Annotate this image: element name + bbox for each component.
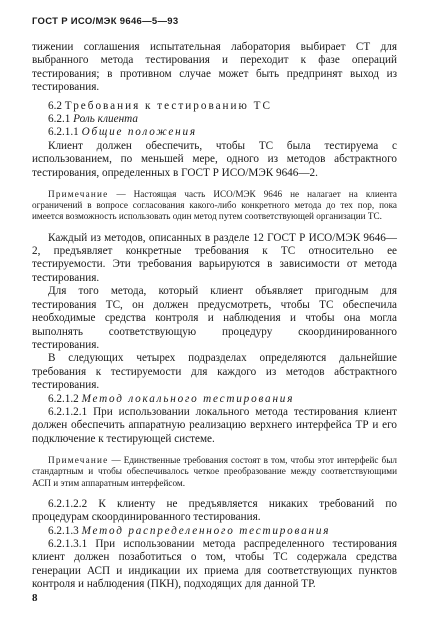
paragraph-6-2-1-2-1: 6.2.1.2.1 При использовании локального метода тестирования клиент должен обеспечить аппаратную реализацию верхнего интерфейса ТР и его подключение к тестирующей системе. [32, 405, 397, 445]
section-heading-6-2-1-2 [32, 393, 397, 406]
paragraph-6-2-1-3-1: 6.2.1.3.1 При использовании метода распределенного тестирования клиент должен позаботиться о том, чтобы ТС содержала средства генерации АСП и индикации их приема для соответствующих пунктов контроля и наблюдения (ПКН), подходящих для данной ТР. [32, 538, 397, 591]
section-heading-6-2 [32, 100, 397, 113]
paragraph-following-subsections: В следующих четырех подразделах определяются дальнейшие требования к тестируемости для каждого из методов абстрактного тестирования. [32, 352, 397, 392]
note-label: Примечание [48, 455, 109, 466]
note-1 [32, 189, 397, 223]
section-title: Метод распределенного тестирования [81, 524, 331, 537]
section-title: Метод локального тестирования [81, 392, 295, 405]
paragraph-method-suitable: Для того метода, который клиент объявляет пригодным для тестирования ТС, он должен предусмотреть, чтобы ТС обеспечила необходимые средства контроля и наблюдения и чтобы она могла выполнять соответствующую процедуру скоординированного тестирования. [32, 285, 397, 351]
section-number: 6.2.1.3 [48, 524, 79, 537]
paragraph-6-2-1-2-2: 6.2.1.2.2 К клиенту не предъявляется никаких требований по процедурам скоординированного тестирования. [32, 497, 397, 524]
section-heading-6-2-1-1 [32, 126, 397, 139]
section-number: 6.2 [48, 99, 62, 112]
section-number: 6.2.1.1 [48, 126, 79, 139]
section-title: Требования к тестированию ТС [64, 99, 272, 112]
section-heading-6-2-1 [32, 113, 397, 126]
note-label: Примечание [48, 189, 109, 200]
paragraph-client-requirement: Клиент должен обеспечить, чтобы ТС была тестируема с использованием, по меньшей мере, одного из методов абстрактного тестирования, определенных в ГОСТ Р ИСО/МЭК 9646—2. [32, 139, 397, 179]
paragraph-methods: Каждый из методов, описанных в разделе 12 ГОСТ Р ИСО/МЭК 9646—2, предъявляет конкретные требования к ТС относительно ее тестируемости. Эти требования варьируются в зависимости от метода тестирования. [32, 231, 397, 284]
section-number: 6.2.1 [48, 113, 71, 126]
section-title: Общие положения [81, 126, 197, 139]
running-header: ГОСТ Р ИСО/МЭК 9646—5—93 [32, 16, 179, 27]
paragraph-continuation: тижении соглашения испытательная лаборатория выбирает СТ для выбранного метода тестирования и переходит к фазе операций тестирования; в противном случае может быть предпринят выход из тестирования. [32, 41, 397, 94]
note-text: — Настоящая часть ИСО/МЭК 9646 не налагает на клиента ограничений в вопросе согласования какого-либо конкретного метода до тех пор, пока имеется возможность использовать один метод путем соответствующей организации ТС. [32, 189, 397, 222]
note-text: — Единственные требования состоят в том, чтобы этот интерфейс был стандартным и чтобы обеспечивалось четкое преобразование между соответствующими АСП и этим аппаратным интерфейсом. [32, 455, 397, 488]
section-heading-6-2-1-3 [32, 525, 397, 538]
section-title: Роль клиента [73, 113, 138, 126]
section-number: 6.2.1.2 [48, 392, 79, 405]
page-number: 8 [32, 592, 38, 604]
note-2 [32, 455, 397, 489]
